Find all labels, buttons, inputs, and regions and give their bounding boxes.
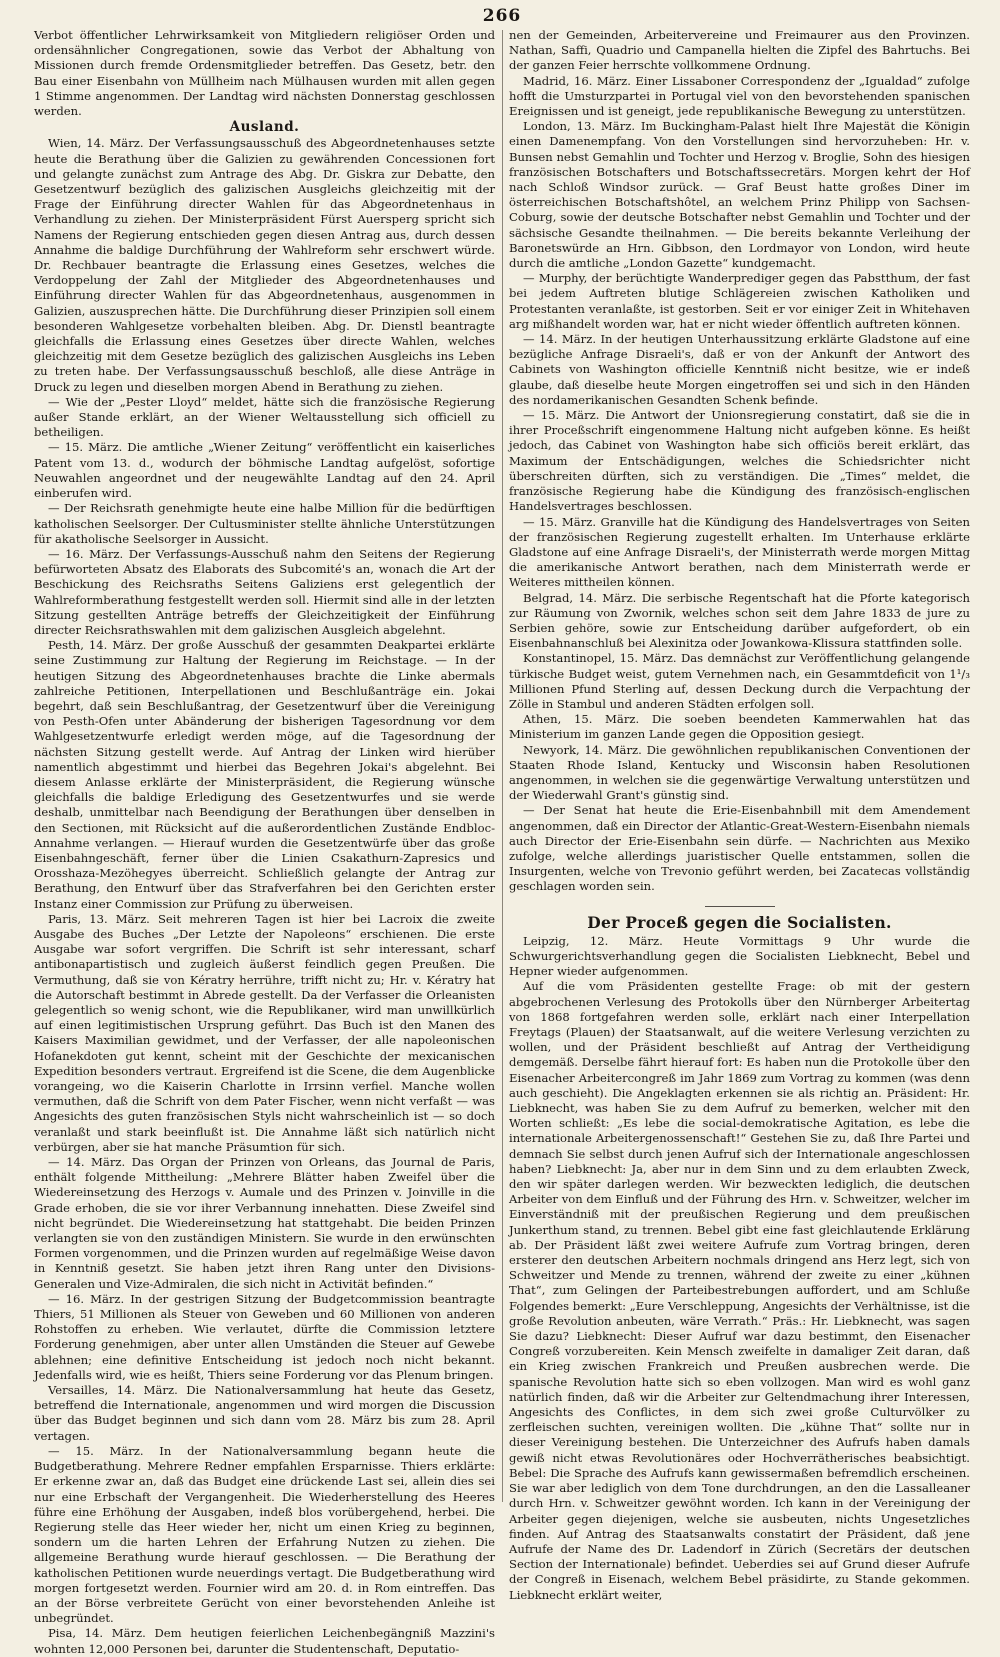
paragraph: — Der Senat hat heute die Erie-Eisenbahnbill mit dem Amendement angenommen, daß ein Director der Atlantic-Great-Western-Eisenbahn niemals auch Director der Erie-Eisenbahn sein dürfe. — Nachrichten aus Mexiko zufolge, welche allerdings juaristischer Quelle entstammen, sollen die Insurgenten, welche von Trevonio geführt werden, bei Zacatecas vollständig geschlagen worden sein. — [509, 803, 970, 894]
paragraph: — 14. März. In der heutigen Unterhaussitzung erklärte Gladstone auf eine bezügliche Anfrage Disraeli's, daß er von der Ankunft der Antwort des Cabinets von Washington officielle Kenntniß nicht besitze, wie er indeß glaube, daß dieselbe heute Morgen eingetroffen sei und sich in den Händen des nordamerikanischen Gesandten Schenk befinde. — [509, 332, 970, 407]
section-divider — [705, 906, 775, 907]
column-divider — [502, 30, 503, 1502]
paragraph: London, 13. März. Im Buckingham-Palast hielt Ihre Majestät die Königin einen Damenempfang. Von den Vorstellungen sind hervorzuheben: Hr. v. Bunsen nebst Gemahlin und Tochter und Herzog v. Broglie, Sohn des hiesigen französischen Botschafters und Botschaftssecretärs. Morgen kehrt der Hof nach Schloß Windsor zurück. — Graf Beust hatte großes Diner im österreichischen Botschaftshôtel, an welchem Prinz Philipp von Sachsen-Coburg, sowie der deutsche Botschafter nebst Gemahlin und Tochter und der sächsische Gesandte theilnahmen. — Die bereits bekannte Verleihung der Baronetswürde an Hrn. Gibbson, den Lordmayor von London, wird heute durch die amtliche „London Gazette“ kundgemacht. — [509, 119, 970, 271]
paragraph: Newyork, 14. März. Die gewöhnlichen republikanischen Conventionen der Staaten Rhode Island, Kentucky und Wisconsin haben Resolutionen angenommen, in welchen sie die gegenwärtige Verwaltung unterstützen und der Wiederwahl Grant's günstig sind. — [509, 742, 970, 803]
paragraph: — 15. März. Die amtliche „Wiener Zeitung“ veröffentlicht ein kaiserliches Patent vom 13. d., wodurch der böhmische Landtag aufgelöst, sofortige Neuwahlen angeordnet und der neugewählte Landtag auf den 24. April einberufen wird. — [34, 440, 495, 501]
paragraph: — Wie der „Pester Lloyd“ meldet, hätte sich die französische Regierung außer Stande erklärt, an der Wiener Weltausstellung sich officiell zu betheiligen. — [34, 394, 495, 440]
page-number: 266 — [482, 6, 522, 26]
paragraph: — 15. März. Die Antwort der Unionsregierung constatirt, daß sie die in ihrer Proceßschrift eingenommene Haltung nicht aufgeben könne. Es heißt jedoch, das Cabinet von Washington habe sich officiös bereit erklärt, das Maximum der Entschädigungen, welches die Schiedsrichter nicht überschreiten dürften, sich zu verständigen. Die „Times“ meldet, die französische Regierung habe die Kündigung des französisch-englischen Handelsvertrages beschlossen. — [509, 408, 970, 514]
paragraph: Verbot öffentlicher Lehrwirksamkeit von Mitgliedern religiöser Orden und ordensähnlicher Congregationen, sowie das Verbot der Abhaltung von Missionen durch fremde Ordensmitglieder betreffen. Das Gesetz, betr. den Bau einer Eisenbahn von Müllheim nach Mülhausen wurden mit allen gegen 1 Stimme angenommen. Der Landtag wird nächsten Donnerstag geschlossen werden. — [34, 28, 495, 119]
paragraph: Madrid, 16. März. Einer Lissaboner Correspondenz der „Igualdad“ zufolge hofft die Umsturzpartei in Portugal viel von den bevorstehenden spanischen Ereignissen und ist geneigt, jede republikanische Bewegung zu unterstützen. — [509, 73, 970, 119]
paragraph: — Der Reichsrath genehmigte heute eine halbe Million für die bedürftigen katholischen Seelsorger. Der Cultusminister stellte ähnliche Unterstützungen für akatholische Seelsorger in Aussicht. — [34, 501, 495, 546]
left-column — [34, 28, 495, 1656]
paragraph: nen der Gemeinden, Arbeitervereine und Freimaurer aus den Provinzen. Nathan, Saffi, Quadrio und Campanella hielten die Zipfel des Bahrtuchs. Bei der ganzen Feier herrschte vollkommene Ordnung. — [509, 28, 970, 73]
section-heading-ausland: Ausland. — [229, 119, 300, 136]
paragraph: — Murphy, der berüchtigte Wanderprediger gegen das Pabstthum, der fast bei jedem Auftreten blutige Schlägereien zwischen Katholiken und Protestanten veranlaßte, ist gestorben. Seit er vor einiger Zeit in Whitehaven arg mißhandelt worden war, hat er nicht wieder öffentlich auftreten können. — [509, 271, 970, 331]
paragraph: Pesth, 14. März. Der große Ausschuß der gesammten Deakpartei erklärte seine Zustimmung zur Haltung der Regierung im Reichstage. — In der heutigen Sitzung des Abgeordnetenhauses brachte die Linke abermals zahlreiche Petitionen, Interpellationen und Beschlußanträge ein. Jokai begehrt, daß sein Beschlußantrag, der Gesetzentwurf über die Vereinigung von Pesth-Ofen unter Abänderung der bisherigen Tagesordnung vor dem Wahlgesetzentwurfe erledigt werden möge, auf die Tagesordnung der nächsten Sitzung gestellt werde. Auf Antrag der Linken wird hierüber namentlich abgestimmt und hierbei das Begehren Jokai's abgelehnt. Bei diesem Anlasse erklärte der Ministerpräsident, die Regierung wünsche gleichfalls die baldige Erledigung des Gesetzentwurfes und sie werde deshalb, unmittelbar nach Beendigung der Berathungen über denselben in den Sectionen, mit Rücksicht auf die außerordentlichen Zustände Endbloc-Annahme verlangen. — Hierauf wurden die Gesetzentwürfe über das große Eisenbahngeschäft, ferner über die Linien Csakathurn-Zapresics und Orosshaza-Mezöhegyes überreicht. Schließlich gelangte der Antrag zur Berathung, den Entwurf über das Strafverfahren bei den Gerichten erster Instanz einer Commission zur Prüfung zu überweisen. — [34, 638, 495, 911]
article-title: Der Proceß gegen die Socialisten. — [587, 912, 892, 932]
paragraph: Konstantinopel, 15. März. Das demnächst zur Veröffentlichung gelangende türkische Budget weist, gutem Vernehmen nach, ein Gesammtdeficit von 1¹/₃ Millionen Pfund Sterling auf, dessen Deckung durch die Verpachtung der Zölle in Stambul und anderen Städten erfolgen soll. — [509, 651, 970, 711]
paragraph: — 15. März. Granville hat die Kündigung des Handelsvertrages von Seiten der französischen Regierung zugestellt erhalten. Im Unterhause erklärte Gladstone auf eine Anfrage Disraeli's, der Ministerrath werde morgen Mittag die amerikanische Antwort berathen, nach dem Ministerrath werde er Weiteres mittheilen können. — [509, 514, 970, 590]
paragraph: Paris, 13. März. Seit mehreren Tagen ist hier bei Lacroix die zweite Ausgabe des Buches „Der Letzte der Napoleons“ erschienen. Die erste Ausgabe war sofort vergriffen. Die Schrift ist sehr interessant, scharf antibonapartistisch und zugleich äußerst feindlich gegen Preußen. Die Vermuthung, daß sie von Kératry herrühre, trifft nicht zu; Hr. v. Kératry hat die Autorschaft bestimmt in Abrede gestellt. Da der Verfasser die Orleanisten gelegentlich so wenig schont, wie die Republikaner, wird man unwillkürlich auf einen legitimistischen Ursprung geführt. Das Buch ist den Manen des Kaisers Maximilian gewidmet, und der Verfasser, der alle napoleonischen Hofanekdoten gut kennt, scheint mit der Geschichte der mexicanischen Expedition besonders vertraut. Ergreifend ist die Scene, die dem Augenblicke vorangeing, wo die Kaiserin Charlotte in Irrsinn verfiel. Manche wollen vermuthen, daß die Schrift von dem Pater Fischer, wenn nicht verfaßt — was Angesichts des guten französischen Styls nicht wahrscheinlich ist — so doch veranlaßt und stark beeinflußt ist. Die Annahme läßt sich natürlich nicht verbürgen, aber sie hat manche Präsumtion für sich. — [34, 911, 495, 1154]
paragraph: — 15. März. In der Nationalversammlung begann heute die Budgetberathung. Mehrere Redner empfahlen Ersparnisse. Thiers erklärte: Er erkenne zwar an, daß das Budget eine drückende Last sei, allein dies sei nur eine Erbschaft der Vergangenheit. Die Wiederherstellung des Heeres führe eine Erhöhung der Ausgaben, indeß blos vorübergehend, herbei. Die Regierung stelle das Heer wieder her, nicht um einen Krieg zu beginnen, sondern um die harten Lehren der Erfahrung Nutzen zu ziehen. Die allgemeine Berathung wurde hierauf geschlossen. — Die Berathung der katholischen Petitionen wurde neuerdings vertagt. Die Budgetberathung wird morgen fortgesetzt werden. Fournier wird am 20. d. in Rom eintreffen. Das an der Börse verbreitete Gerücht von einer bevorstehenden Anleihe ist unbegründet. — [34, 1443, 495, 1626]
paragraph: Wien, 14. März. Der Verfassungsausschuß des Abgeordnetenhauses setzte heute die Berathung über die Galizien zu gewährenden Concessionen fort und gelangte zunächst zum Antrage des Abg. Dr. Giskra zur Debatte, den Gesetzentwurf bezüglich des galizischen Ausgleichs gleichzeitig mit der Frage der Einführung directer Wahlen für das Abgeordnetenhaus in Verhandlung zu ziehen. Der Ministerpräsident Fürst Auersperg spricht sich Namens der Regierung entschieden gegen diesen Antrag aus, durch dessen Annahme die baldige Durchführung der Wahlreform sehr erschwert würde. Dr. Rechbauer beantragte die Erlassung eines Gesetzes, welches die Verdoppelung der Zahl der Mitglieder des Abgeordnetenhauses und Einführung directer Wahlen für das Abgeordnetenhaus, ausgenommen in Galizien, auszusprechen hätte. Die Durchführung dieser Prinzipien soll einem besonderen Wahlgesetze vorbehalten bleiben. Abg. Dr. Dienstl beantragte gleichfalls die Erlassung eines Gesetzes über directe Wahlen, welches gleichzeitig mit dem Gesetze bezüglich des galizischen Ausgleichs ins Leben zu treten habe. Der Verfassungsausschuß beschloß, alle diese Anträge in Druck zu legen und dieselben morgen Abend in Berathung zu ziehen. — [34, 136, 495, 394]
paragraph: Versailles, 14. März. Die Nationalversammlung hat heute das Gesetz, betreffend die Internationale, angenommen und wird morgen die Discussion über das Budget beginnen und sich dann vom 28. März bis zum 28. April vertagen. — [34, 1383, 495, 1443]
paragraph: Athen, 15. März. Die soeben beendeten Kammerwahlen hat das Ministerium im ganzen Lande gegen die Opposition gesiegt. — [509, 712, 970, 742]
paragraph: Belgrad, 14. März. Die serbische Regentschaft hat die Pforte kategorisch zur Räumung von Zwornik, welches schon seit dem Jahre 1833 de jure zu Serbien gehöre, sowie zur Entscheidung darüber aufgefordert, ob ein Eisenbahnanschluß bei Alexinitza oder Jowankowa-Klissura stattfinden solle. — [509, 590, 970, 651]
right-column — [509, 28, 970, 1602]
paragraph: Leipzig, 12. März. Heute Vormittags 9 Uhr wurde die Schwurgerichtsverhandlung gegen die Socialisten Liebknecht, Bebel und Hepner wieder aufgenommen. — [509, 933, 970, 979]
article-columns — [34, 28, 970, 1656]
paragraph: Pisa, 14. März. Dem heutigen feierlichen Leichenbegängniß Mazzini's wohnten 12,000 Personen bei, darunter die Studentenschaft, Deputatio- — [34, 1626, 495, 1656]
paragraph: Auf die vom Präsidenten gestellte Frage: ob mit der gestern abgebrochenen Verlesung des Protokolls über den Nürnberger Arbeitertag von 1868 fortgefahren werden solle, erklärt nach einer Interpellation Freytags (Plauen) der Staatsanwalt, auf die weitere Verlesung verzichten zu wollen, und der Präsident beschließt auf Antrag der Vertheidigung demgemäß. Derselbe fährt hierauf fort: Es haben nun die Protokolle über den Eisenacher Arbeitercongreß im Jahr 1869 zum Vortrag zu kommen (was denn auch geschieht). Die Angeklagten erkennen sie als richtig an. Präsident: Hr. Liebknecht, was haben Sie zu dem Aufruf zu bemerken, welcher mit den Worten schließt: „Es lebe die social-demokratische Agitation, es lebe die internationale Arbeitergenossenschaft!“ Gestehen Sie zu, daß Ihre Partei und demnach Sie selbst durch jenen Aufruf sich der Internationale angeschlossen haben? Liebknecht: Ja, aber nur in dem Sinn und zu dem erlaubten Zweck, den wir später darlegen werden. Wir bezweckten lediglich, die deutschen Arbeiter von dem Einfluß und der Führung des Hrn. v. Schweitzer, welcher im Einverständniß mit der preußischen Regierung und dem preußischen Junkerthum stand, zu trennen. Bebel gibt eine fast gleichlautende Erklärung ab. Der Präsident läßt zwei weitere Aufrufe zum Vortrag bringen, deren ersterer den deutschen Arbeitern nochmals dringend ans Herz legt, sich von Schweitzer und Mende zu trennen, während der zweite zu einer „kühnen That“, zum Gelingen der Parteibestrebungen auffordert, und am Schluße Folgendes bemerkt: „Eure Verschleppung, Angesichts der Verhältnisse, ist die große Revolution anbeuten, wäre Verrath.“ Präs.: Hr. Liebknecht, was sagen Sie dazu? Liebknecht: Dieser Aufruf war dazu bestimmt, den Eisenacher Congreß vorzubereiten. Kein Mensch zweifelte in damaliger Zeit daran, daß ein Krieg zwischen Frankreich und Preußen ausbrechen werde. Die spanische Revolution hatte sich so eben vollzogen. Man wird es wohl ganz natürlich finden, daß wir die Arbeiter zur Geltendmachung ihrer Interessen, Angesichts des Conflictes, in dem sich zwei große Culturvölker zu zerfleischen suchten, vereinigen wollten. Die „kühne That“ sollte nur in dieser Vereinigung bestehen. Die Unterzeichner des Aufrufs haben damals gewiß nicht etwas Revolutionäres oder Hochverrätherisches beabsichtigt. Bebel: Die Sprache des Aufrufs kann gewissermaßen befremdlich erscheinen. Sie war aber lediglich von dem Tone durchdrungen, an den die Lassalleaner durch Hrn. v. Schweitzer gewöhnt worden. Ich kann in der Vereinigung der Arbeiter gegen diejenigen, welche sie ausbeuten, nichts Ungesetzliches finden. Auf Antrag des Staatsanwalts constatirt der Präsident, daß jene Aufrufe der Name des Dr. Ladendorf in Zürich (Secretärs der deutschen Section der Internationale) befindet. Ueberdies sei auf Grund dieser Aufrufe der Congreß in Eisenach, welchem Bebel präsidirte, zu Stande gekommen. Liebknecht erklärt weiter, — [509, 979, 970, 1602]
paragraph: — 16. März. Der Verfassungs-Ausschuß nahm den Seitens der Regierung befürworteten Absatz des Elaborats des Subcomité's an, wonach die Art der Beschickung des Reichsraths Seitens Galiziens erst gelegentlich der Wahlreformberathung festgestellt werden soll. Hiermit sind alle in der letzten Sitzung gestellten Anträge betreffs der Gleichzeitigkeit der Einführung directer Reichsrathswahlen mit dem galizischen Ausgleich abgelehnt. — [34, 546, 495, 637]
paragraph: — 16. März. In der gestrigen Sitzung der Budgetcommission beantragte Thiers, 51 Millionen als Steuer von Geweben und 60 Millionen von anderen Rohstoffen zu erheben. Wie verlautet, dürfte die Commission letztere Forderung genehmigen, aber unter allen Umständen die Steuer auf Gewebe ablehnen; eine definitive Entscheidung ist jedoch noch nicht bekannt. Jedenfalls wird, wie es heißt, Thiers seine Forderung vor das Plenum bringen. — [34, 1291, 495, 1382]
paragraph: — 14. März. Das Organ der Prinzen von Orleans, das Journal de Paris, enthält folgende Mittheilung: „Mehrere Blätter haben Zweifel über die Wiedereinsetzung des Herzogs v. Aumale und des Prinzen v. Joinville in die Grade erhoben, die sie vor ihrer Verbannung innehatten. Diese Zweifel sind nicht begründet. Die Wiedereinsetzung hat stattgehabt. Die beiden Prinzen verlangten sie von den zuständigen Ministern. Sie wurde in den erwünschten Formen vorgenommen, und die Prinzen wurden auf regelmäßige Weise davon in Kenntniß gesetzt. Sie haben jetzt ihren Rang unter den Divisions-Generalen und Vize-Admiralen, die sich nicht in Activität befinden.“ — [34, 1155, 495, 1291]
